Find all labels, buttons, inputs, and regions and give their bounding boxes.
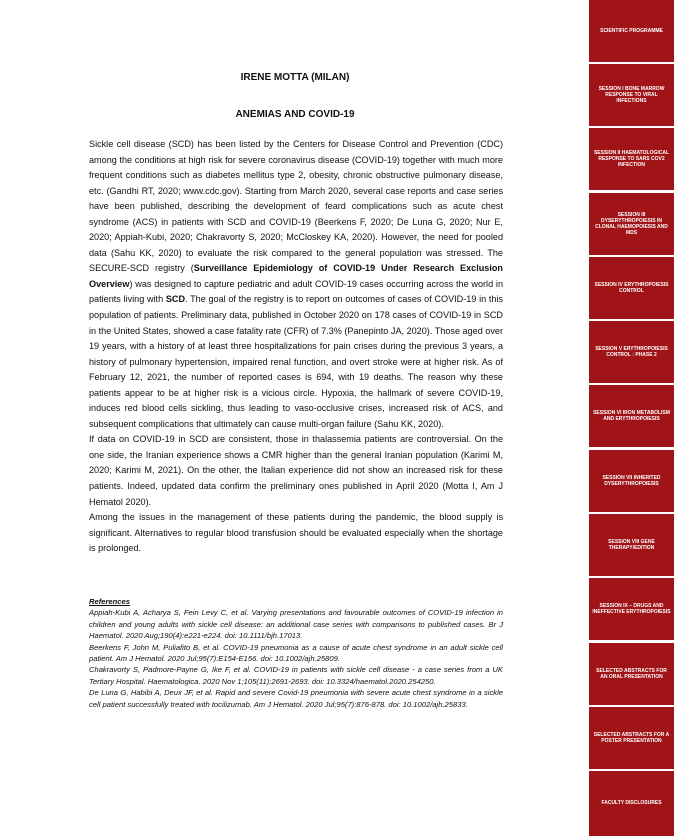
sidebar-item-session-2[interactable]: SESSION II HAEMATOLOGICAL RESPONSE TO SARS COV2 INFECTION	[589, 128, 674, 190]
paragraph-1-bold-registry-name: Surveillance Epidemiology of COVID-19 Under Research Exclusion Overview	[89, 263, 503, 289]
sidebar-item-faculty-disclosures[interactable]: FACULTY DISCLOSURES	[589, 771, 674, 836]
reference-item: Chakravorty S, Padmore-Payne G, Ike F, et al. COVID-19 in patients with sickle cell disease - a case series from a UK Tertiary Hospital. Haematologica. 2020 Nov 1;105(11):2691-2693. doi: 10.3324/haematol.2020.254250.	[89, 665, 503, 686]
paragraph-3: Among the issues in the management of these patients during the pandemic, the blood supply is significant. Alternatives to regular blood transfusion should be evaluated especially when the shortage is prolonged.	[89, 512, 503, 554]
reference-item: Beerkens F, John M, Puliafito B, et al. COVID-19 pneumonia as a cause of acute chest syndrome in an adult sickle cell patient. Am J Hematol. 2020 Jul;95(7):E154-E156. doi: 10.1002/ajh.25809.	[89, 642, 503, 664]
reference-item: Appiah-Kubi A, Acharya S, Fein Levy C, et al. Varying presentations and favourable outcomes of COVID-19 infection in children and young adults with sickle cell disease: an additional case series with comparisons to published cases. Br J Haematol. 2020 Aug;190(4):e221-e224. doi: 10.1111/bjh.17013.	[89, 608, 503, 641]
sidebar-item-session-8[interactable]: SESSION VIII GENE THERAPY/EDITION	[589, 514, 674, 576]
paragraph-1-text-c: . The goal of the registry is to report on outcomes of cases of COVID-19 in this population of patients. Preliminary data, published in October 2020 on 178 cases of COVID-19 in SCD in the United States, showed a case fatality rate (CFR) of 7.3% (Panepinto JA, 2020). Those aged over 19 years, with a history of at least three hospitalizations for pain crises during the previous 3 years, a history of pulmonary hypertension, impaired renal function, and overt stroke were at higher risk. As of February 12, 2021, the number of reported cases is 694, with 19 deaths. The reason why these patients appear to be at higher risk is a vicious circle. Hypoxia, the hallmark of severe COVID-19, induces red blood cells sickling, thus leading to vaso-occlusive crises, increased risk of ACS, and subsequent complications that ultimately can cause multi-organ failure (Sahu KK, 2020).	[89, 294, 504, 429]
body-text	[89, 137, 503, 557]
author-heading: IRENE MOTTA (MILAN)	[240, 72, 350, 83]
references-section	[89, 596, 503, 710]
sidebar-item-session-7[interactable]: SESSION VII INHERITED DYSERYTHROPOIESIS	[589, 450, 674, 512]
sidebar-item-session-6[interactable]: SESSION VI IRON METABOLISM AND ERYTHROPOIESIS	[589, 385, 674, 447]
references-heading: References	[89, 597, 130, 606]
reference-item: De Luna G, Habibi A, Deux JF, et al. Rapid and severe Covid-19 pneumonia with severe acute chest syndrome in a sickle cell patient successfully treated with tocilizumab. Am J Hematol. 2020 Jul;95(7):876-878. doi: 10.1002/ajh.25833.	[89, 688, 503, 709]
paragraph-2: If data on COVID-19 in SCD are consistent, those in thalassemia patients are controversial. On the one side, the Iranian experience shows a CMR higher than the general Iranian population (Karimi M, 2020; Karimi M, 2021). On the other, the Italian experience did not show an increased risk for these patients. Indeed, updated data confirm the preliminary ones published in April 2020 (Motta I, Am J Hematol 2020).	[89, 434, 503, 507]
sidebar-item-session-3[interactable]: SESSION III DYSERYTHROPOIESIS IN CLONAL HAEMOPOIESIS AND MDS	[589, 193, 674, 255]
paragraph-1-bold-scd: SCD	[165, 294, 186, 305]
paragraph-1-text-a: Sickle cell disease (SCD) has been listed by the Centers for Disease Control and Prevention (CDC) among the conditions at high risk for severe coronavirus disease (COVID-19) together with much more frequent conditions such as diabetes mellitus type 2, obesity, chronic obstructive pulmonary disease, etc. (Gandhi RT, 2020; www.cdc.gov). Starting from March 2020, several case reports and case series have been published, describing the development of feard complications such as acute chest syndrome (ACS) in patients with SCD and COVID-19 (Beerkens F, 2020; De Luna G, 2020; Nur E, 2020; Appiah-Kubi, 2020; Chakravorty S, 2020; McCloskey KA, 2020). However, the need for pooled data (Sahu KK, 2020) to evaluate the risk compared to the general population was stressed. The SECURE-SCD registry (	[89, 139, 503, 274]
paragraph-1-text-b: ) was designed to capture pediatric and adult COVID-19 cases occurring across the world in patients living with	[89, 278, 503, 305]
sidebar-item-session-4[interactable]: SESSION IV ERYTHROPOIESIS CONTROL	[589, 257, 674, 319]
sidebar-item-session-5[interactable]: SESSION V ERYTHROPOIESIS CONTROL : PHASE 2	[589, 321, 674, 383]
sidebar-item-oral-abstracts[interactable]: SELECTED ABSTRACTS FOR AN ORAL PRESENTATION	[589, 643, 674, 705]
sidebar-item-session-9[interactable]: SESSION IX – DRUGS AND INEFFECTIVE ERYTHROPOIESIS	[589, 578, 674, 640]
sidebar-item-poster-abstracts[interactable]: SELECTED ABSTRACTS FOR A POSTER PRESENTATION	[589, 707, 674, 769]
sidebar-nav	[589, 0, 676, 836]
sidebar-item-scientific-programme[interactable]: SCIENTIFIC PROGRAMME	[589, 0, 674, 62]
sidebar-item-session-1[interactable]: SESSION I BONE MARROW RESPONSE TO VIRAL INFECTIONS	[589, 64, 674, 126]
paragraph-1	[89, 137, 503, 432]
page-title: ANEMIAS AND COVID-19	[235, 109, 355, 120]
